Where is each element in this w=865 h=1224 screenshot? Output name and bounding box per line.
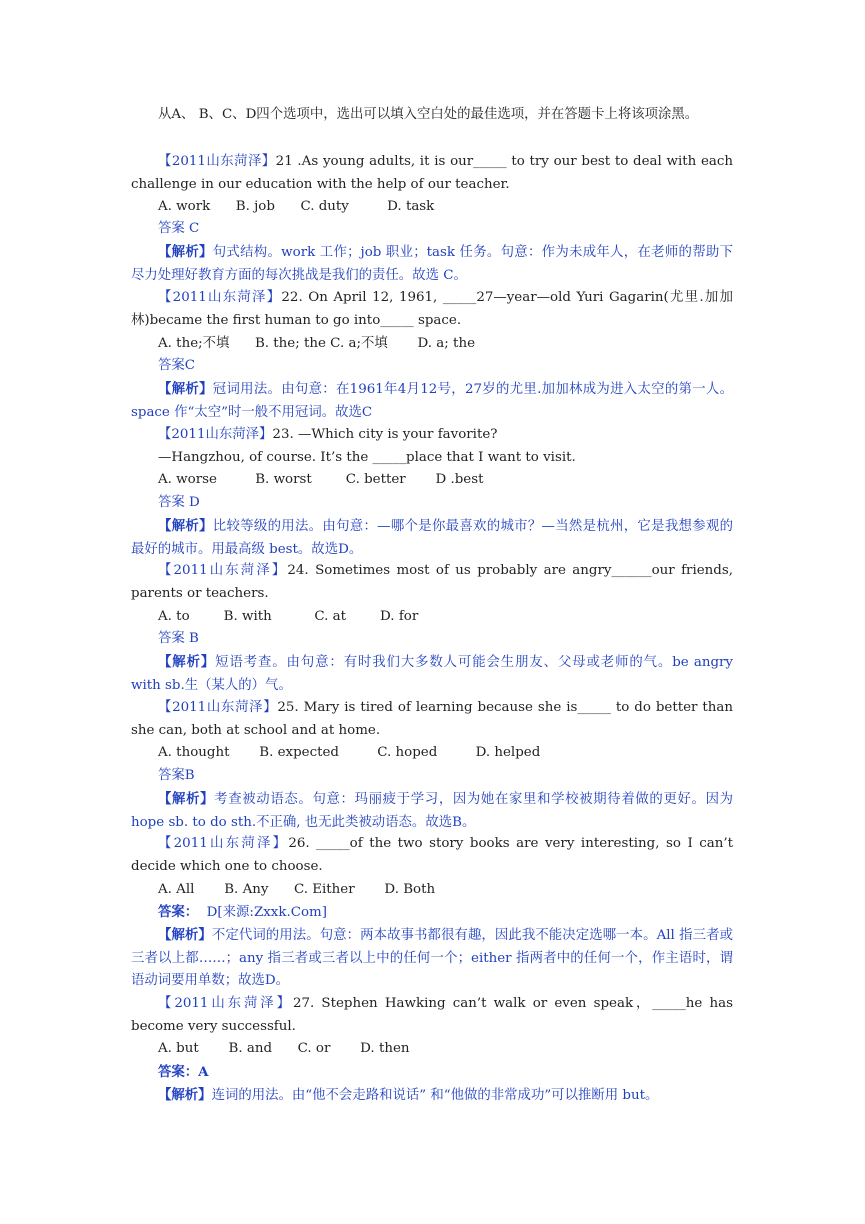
question-26-options: A. All B. Any C. Either D. Both xyxy=(158,882,436,897)
question-27-options: A. but B. and C. or D. then xyxy=(158,1041,410,1056)
question-25-options: A. thought B. expected C. hoped D. helped xyxy=(158,745,541,760)
question-27-stem: 27. Stephen Hawking can’t walk or even speak，_____he has become very successful. xyxy=(131,996,733,1034)
question-27-answer: 答案：A xyxy=(158,1064,209,1080)
question-23-options: A. worse B. worst C. better D .best xyxy=(158,472,484,487)
question-26 xyxy=(131,833,733,878)
question-23 xyxy=(131,424,733,447)
analysis-tag: 【解析】 xyxy=(158,518,213,534)
answer-value: D[来源:Zxxk.Com] xyxy=(198,905,327,920)
question-25-analysis xyxy=(131,788,733,834)
question-22-analysis-text: 冠词用法。由句意：在1961年4月12号，27岁的尤里.加加林成为进入太空的第一人。space 作“太空”时一般不用冠词。故选C xyxy=(131,382,733,420)
question-25 xyxy=(131,697,733,742)
question-26-analysis-text: 不定代词的用法。句意：两本故事书都很有趣，因此我不能决定选哪一本。All 指三者或三者以上都……；any 指三者或三者以上中的任何一个；either 指两者中的任何一个，作主语时，谓语动词要用单数；故选D。 xyxy=(131,928,733,989)
source-tag: 【2011山东菏泽】 xyxy=(158,996,293,1011)
question-23-answer: 答案 D xyxy=(158,495,200,510)
question-21-analysis xyxy=(131,241,733,287)
analysis-tag: 【解析】 xyxy=(158,791,215,807)
question-24-answer: 答案 B xyxy=(158,631,199,646)
question-26-stem: 26. _____of the two story books are very interesting, so I can’t decide which one to choose. xyxy=(131,836,734,874)
source-tag: 【2011山东菏泽】 xyxy=(158,563,288,578)
source-tag: 【2011山东菏泽】 xyxy=(158,700,278,715)
question-24-analysis-text: 短语考查。由句意：有时我们大多数人可能会生朋友、父母或老师的气。be angry with sb.生（某人的）气。 xyxy=(131,655,733,693)
source-tag: 【2011山东菏泽】 xyxy=(158,427,273,442)
analysis-tag: 【解析】 xyxy=(158,1087,212,1103)
analysis-tag: 【解析】 xyxy=(158,244,213,260)
question-23-analysis xyxy=(131,515,733,561)
question-22-options: A. the;不填 B. the; the C. a;不填 D. a; the xyxy=(158,336,475,351)
question-24-analysis xyxy=(131,651,733,697)
question-24-options: A. to B. with C. at D. for xyxy=(158,609,419,624)
question-21 xyxy=(131,151,733,196)
instructions xyxy=(131,104,733,127)
question-26-analysis xyxy=(131,924,733,993)
source-tag: 【2011山东菏泽】 xyxy=(158,290,282,305)
question-21-analysis-text: 句式结构。work 工作；job 职业；task 任务。句意：作为未成年人，在老师的帮助下尽力处理好教育方面的每次挑战是我们的责任。故选 C。 xyxy=(131,245,733,283)
question-27 xyxy=(131,993,733,1038)
question-24-stem: 24. Sometimes most of us probably are angry______our friends, parents or teachers. xyxy=(131,563,733,601)
answer-label: 答案： xyxy=(158,904,199,920)
question-23-stem-line2: —Hangzhou, of course. It’s the _____place that I want to visit. xyxy=(158,450,576,465)
question-22-stem: 22. On April 12, 1961, _____27—year—old Yuri Gagarin(尤里.加加林)became the first human to go into_____ space. xyxy=(131,290,733,328)
question-25-stem: 25. Mary is tired of learning because she is_____ to do better than she can, both at school and at home. xyxy=(131,700,734,738)
question-21-answer: 答案 C xyxy=(158,221,200,236)
question-25-analysis-text: 考查被动语态。句意：玛丽疲于学习，因为她在家里和学校被期待着做的更好。因为 hope sb. to do sth.不正确, 也无此类被动语态。故选B。 xyxy=(131,792,734,830)
question-22-analysis xyxy=(131,378,733,424)
question-27-analysis-text: 连词的用法。由“他不会走路和说话” 和“他做的非常成功”可以推断用 but。 xyxy=(211,1088,659,1103)
question-21-stem: 21 .As young adults, it is our_____ to try our best to deal with each challenge in our education with the help of our teacher. xyxy=(131,154,734,192)
question-26-answer xyxy=(158,901,327,925)
source-tag: 【2011山东菏泽】 xyxy=(158,154,276,169)
analysis-tag: 【解析】 xyxy=(158,654,216,670)
analysis-tag: 【解析】 xyxy=(158,927,212,943)
source-tag: 【2011山东菏泽】 xyxy=(158,836,289,851)
question-23-analysis-text: 比较等级的用法。由句意：—哪个是你最喜欢的城市？—当然是杭州，它是我想参观的最好的城市。用最高级 best。故选D。 xyxy=(131,519,734,557)
question-22-answer: 答案C xyxy=(158,358,196,373)
question-24 xyxy=(131,560,733,605)
question-23-stem: 23. —Which city is your favorite? xyxy=(272,427,498,442)
analysis-tag: 【解析】 xyxy=(158,381,213,397)
question-22 xyxy=(131,287,733,332)
instructions-text: 从A、 B、C、D四个选项中，选出可以填入空白处的最佳选项，并在答题卡上将该项涂黑。 xyxy=(158,107,699,122)
question-27-analysis xyxy=(131,1084,733,1108)
question-25-answer: 答案B xyxy=(158,768,195,783)
question-21-options: A. work B. job C. duty D. task xyxy=(158,199,435,214)
